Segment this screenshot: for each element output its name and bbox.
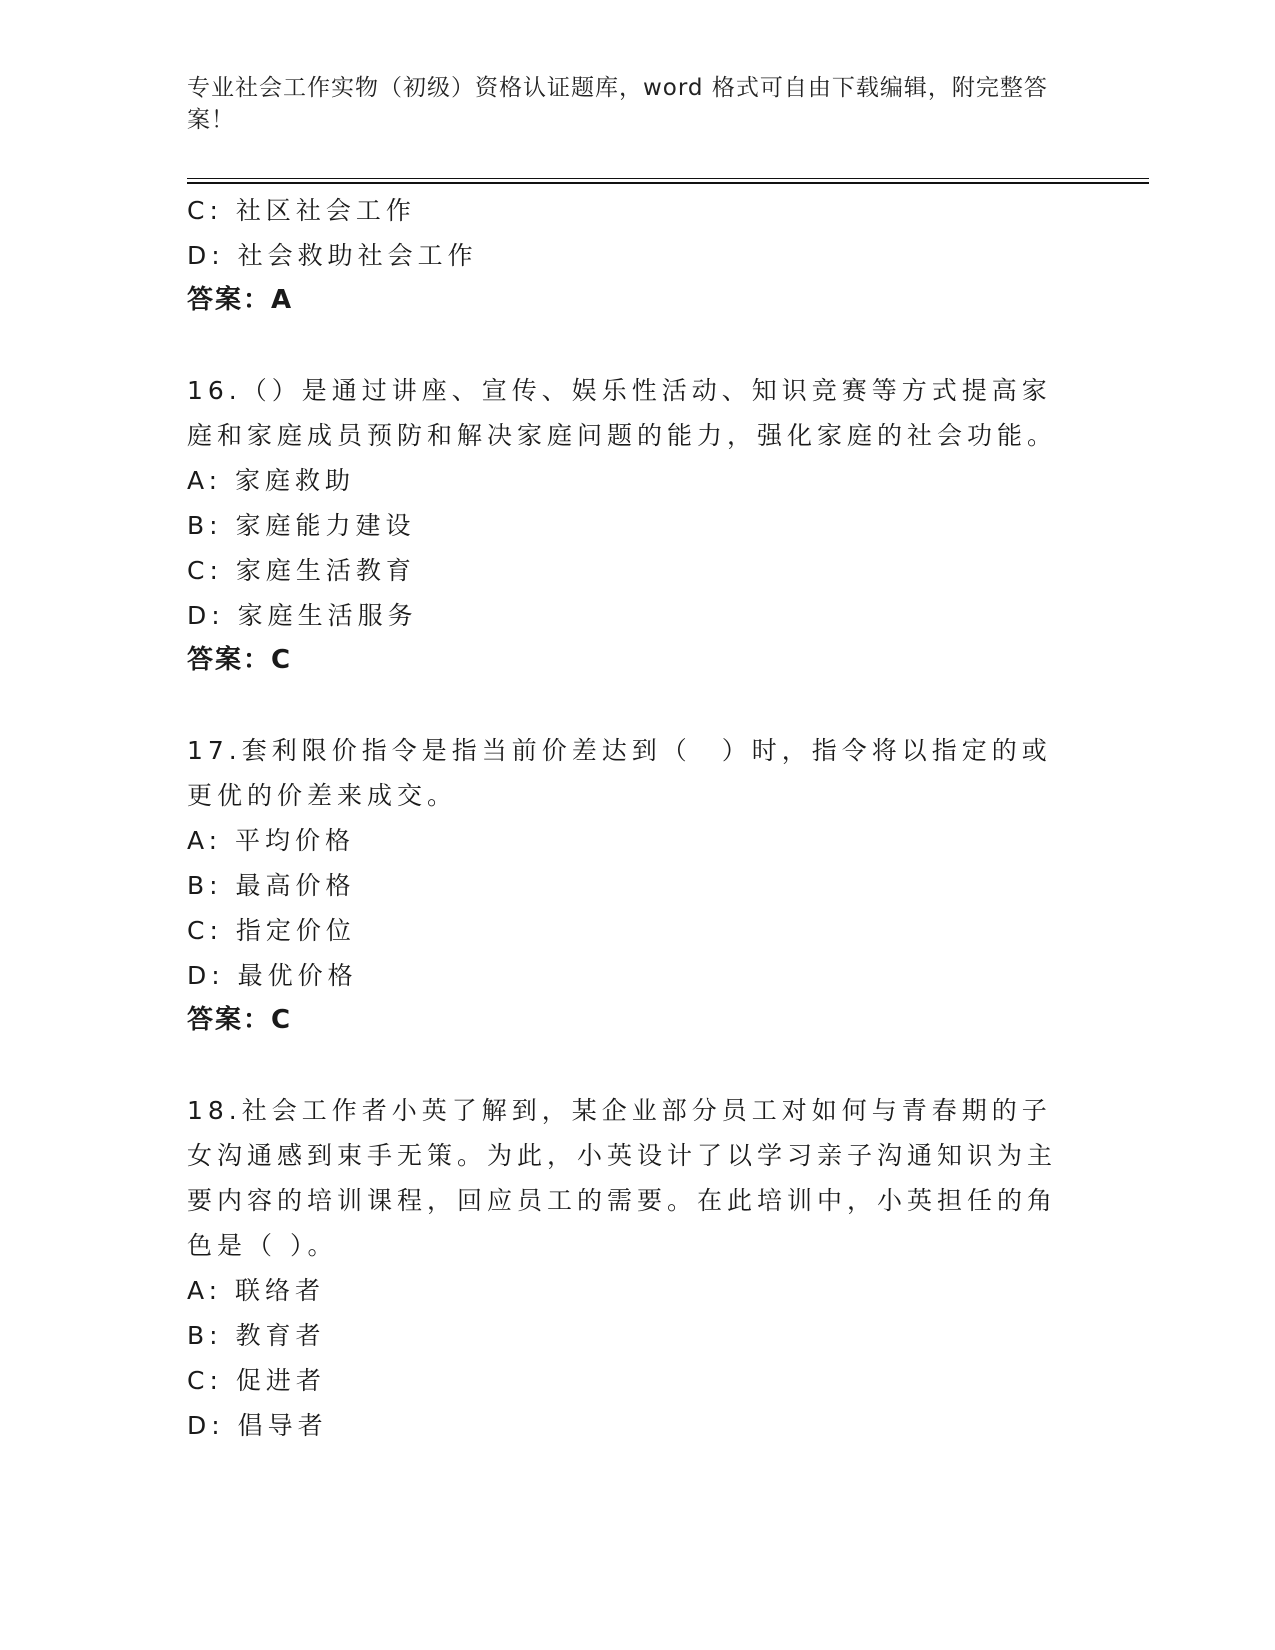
option-b: B: 最高价格: [187, 871, 356, 900]
option-b: B: 教育者: [187, 1321, 326, 1350]
option-a: A: 平均价格: [187, 826, 356, 855]
question-content: [187, 188, 1067, 1448]
spacer: [187, 683, 1067, 728]
option-d: D: 社会救助社会工作: [187, 241, 478, 270]
question-stem: 18.社会工作者小英了解到，某企业部分员工对如何与青春期的子女沟通感到束手无策。为此，小英设计了以学习亲子沟通知识为主要内容的培训课程，回应员工的需要。在此培训中，小英担任的角色是（ ）。: [187, 1096, 1058, 1260]
option-b: B: 家庭能力建设: [187, 511, 416, 540]
question-stem: 16.（）是通过讲座、宣传、娱乐性活动、知识竞赛等方式提高家庭和家庭成员预防和解决家庭问题的能力，强化家庭的社会功能。: [187, 376, 1058, 450]
option-c: C: 家庭生活教育: [187, 556, 416, 585]
answer-line: 答案：C: [187, 1005, 293, 1035]
option-d: D: 最优价格: [187, 961, 358, 990]
option-c: C: 社区社会工作: [187, 196, 416, 225]
answer-line: 答案：C: [187, 645, 293, 675]
question-stem: 17.套利限价指令是指当前价差达到（ ）时，指令将以指定的或更优的价差来成交。: [187, 736, 1052, 810]
option-c: C: 指定价位: [187, 916, 356, 945]
answer-line: 答案：A: [187, 285, 294, 315]
spacer: [187, 323, 1067, 368]
option-c: C: 促进者: [187, 1366, 326, 1395]
header-divider-thin: [187, 178, 1149, 179]
option-d: D: 倡导者: [187, 1411, 328, 1440]
header-divider-thick: [187, 182, 1149, 184]
spacer: [187, 1043, 1067, 1088]
option-a: A: 联络者: [187, 1276, 326, 1305]
option-d: D: 家庭生活服务: [187, 601, 418, 630]
document-header: 专业社会工作实物（初级）资格认证题库，word 格式可自由下载编辑，附完整答案！: [187, 75, 1048, 133]
question-17: [187, 728, 1067, 1043]
question-18: [187, 1088, 1067, 1448]
question-16: [187, 368, 1067, 683]
previous-question-tail: [187, 188, 1067, 323]
option-a: A: 家庭救助: [187, 466, 356, 495]
